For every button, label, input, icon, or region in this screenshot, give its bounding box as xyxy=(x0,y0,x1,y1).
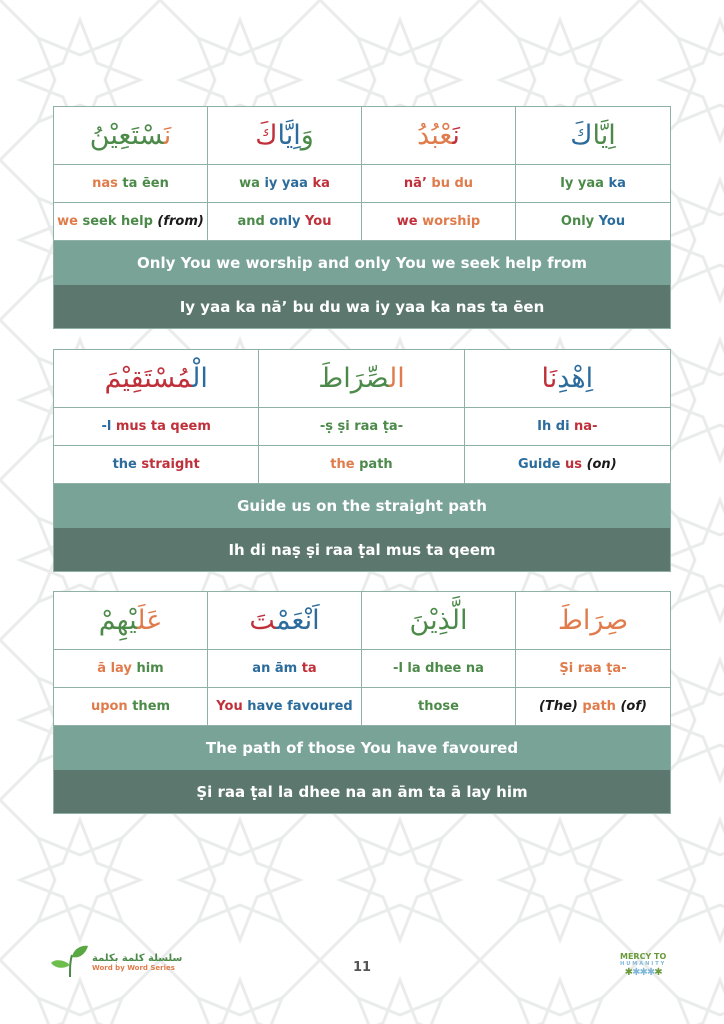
word-segment: -l xyxy=(101,419,112,434)
word-segment: (The) xyxy=(539,699,583,714)
word-segment: اِيَّا xyxy=(592,120,616,151)
word-segment: مُسْتَقِيْمَ xyxy=(104,363,193,394)
english-word xyxy=(362,688,516,726)
word-segment: عْبُدُ xyxy=(417,120,453,151)
english-word xyxy=(259,446,464,484)
arabic-word xyxy=(54,592,208,650)
transliteration-word xyxy=(516,165,670,203)
word-segment: نَ xyxy=(163,120,172,151)
word-segment: them xyxy=(132,699,171,714)
verse-transliteration: Ṣi raa ṭal la dhee na an ām ta ā lay him xyxy=(54,770,670,813)
word-segment: (from) xyxy=(157,214,204,229)
word-segment: -ṣ ṣi raa ṭa- xyxy=(319,419,404,434)
word-segment: ka xyxy=(312,176,330,191)
publisher-line-2: HUMANITY xyxy=(620,961,667,967)
english-word xyxy=(516,688,670,726)
english-word xyxy=(54,688,208,726)
verse-block-3 xyxy=(53,591,671,814)
word-segment: نَا xyxy=(541,363,558,394)
word-segment: nas xyxy=(92,176,118,191)
word-segment: اِيَّا xyxy=(277,120,301,151)
arabic-word xyxy=(516,592,670,650)
word-segment: him xyxy=(136,661,164,676)
english-word xyxy=(208,688,362,726)
series-logo-arabic: سلسلة كلمة بكلمة xyxy=(92,952,183,964)
word-grid xyxy=(54,350,670,484)
word-segment: Only xyxy=(560,214,599,229)
word-segment: اِهْدِ xyxy=(557,363,594,394)
word-segment: have favoured xyxy=(247,699,353,714)
word-segment: يْهِمْ xyxy=(98,605,138,636)
english-word xyxy=(208,203,362,241)
transliteration-word xyxy=(465,408,670,446)
word-segment: those xyxy=(418,699,459,714)
word-segment: only xyxy=(269,214,306,229)
english-word xyxy=(465,446,670,484)
verse-transliteration: Iy yaa ka nā’ bu du wa iy yaa ka nas ta ēen xyxy=(54,285,670,328)
word-segment: (of) xyxy=(620,699,647,714)
word-segment: الَّذِيْنَ xyxy=(409,605,468,636)
word-segment: كَ xyxy=(255,120,278,151)
word-segment: عَلَ xyxy=(137,605,163,636)
transliteration-word xyxy=(516,650,670,688)
verse-transliteration: Ih di naṣ ṣi raa ṭal mus ta qeem xyxy=(54,528,670,571)
word-segment: iy yaa xyxy=(264,176,313,191)
word-segment: the xyxy=(112,457,142,472)
word-segment: ta xyxy=(301,661,317,676)
word-segment: ka xyxy=(608,176,626,191)
word-by-word-series-logo xyxy=(50,945,182,979)
word-segment: نَ xyxy=(452,120,460,151)
word-segment: ال xyxy=(389,363,405,394)
word-grid xyxy=(54,107,670,241)
word-segment: seek help xyxy=(77,214,158,229)
word-segment: the xyxy=(330,457,360,472)
word-grid xyxy=(54,592,670,726)
word-segment: path xyxy=(582,699,621,714)
word-segment: Ih di xyxy=(537,419,575,434)
word-segment: تَ xyxy=(249,605,276,636)
word-segment: ā lay xyxy=(97,661,137,676)
word-segment: الْ xyxy=(192,363,208,394)
page-number: 11 xyxy=(352,960,372,975)
arabic-word xyxy=(208,107,362,165)
transliteration-word xyxy=(208,165,362,203)
word-segment: Guide xyxy=(518,457,566,472)
arabic-word xyxy=(465,350,670,408)
word-segment: and xyxy=(237,214,270,229)
word-segment: nā’ xyxy=(403,176,427,191)
word-segment: صِّرَاطَ xyxy=(318,363,390,394)
word-segment: us xyxy=(565,457,587,472)
verse-translation: Only You we worship and only You we seek help from xyxy=(54,241,670,285)
transliteration-word xyxy=(54,408,259,446)
transliteration-word xyxy=(54,165,208,203)
arabic-word xyxy=(54,107,208,165)
arabic-word xyxy=(259,350,464,408)
verse-block-2 xyxy=(53,349,671,572)
transliteration-word xyxy=(259,408,464,446)
series-logo-english: Word by Word Series xyxy=(92,963,175,972)
word-segment: upon xyxy=(90,699,133,714)
transliteration-word xyxy=(362,165,516,203)
word-segment: wa xyxy=(239,176,265,191)
verse-block-1 xyxy=(53,106,671,329)
word-segment: bu du xyxy=(426,176,474,191)
word-segment: You xyxy=(216,699,248,714)
arabic-word xyxy=(516,107,670,165)
word-segment: (on) xyxy=(586,457,617,472)
word-segment: -l la dhee na xyxy=(393,661,484,676)
word-segment: Ṣi raa ṭa- xyxy=(559,661,627,676)
word-segment: صِرَاطَ xyxy=(557,605,629,636)
transliteration-word xyxy=(54,650,208,688)
word-segment: worship xyxy=(417,214,481,229)
word-segment: وَ xyxy=(300,120,314,151)
word-segment: Iy yaa xyxy=(560,176,609,191)
word-segment: we xyxy=(396,214,418,229)
arabic-word xyxy=(362,592,516,650)
word-segment: كَ xyxy=(570,120,593,151)
transliteration-word xyxy=(362,650,516,688)
word-segment: we xyxy=(57,214,78,229)
word-segment: سْتَعِيْنُ xyxy=(89,120,164,151)
english-word xyxy=(362,203,516,241)
word-segment: ta ēen xyxy=(117,176,169,191)
english-word xyxy=(54,446,259,484)
word-segment: an ām xyxy=(252,661,302,676)
arabic-word xyxy=(362,107,516,165)
word-segment: na- xyxy=(574,419,598,434)
arabic-word xyxy=(208,592,362,650)
english-word xyxy=(54,203,208,241)
word-segment: اَنْعَمْ xyxy=(275,605,320,636)
word-segment: path xyxy=(359,457,393,472)
transliteration-word xyxy=(208,650,362,688)
verse-translation: Guide us on the straight path xyxy=(54,484,670,528)
word-segment: mus ta qeem xyxy=(111,419,211,434)
people-figures-icon: ✱✱✱✱✱ xyxy=(624,967,662,978)
arabic-word xyxy=(54,350,259,408)
publisher-line-1: MERCY TO xyxy=(620,952,667,961)
word-segment: straight xyxy=(141,457,200,472)
word-segment: You xyxy=(598,214,626,229)
english-word xyxy=(516,203,670,241)
mercy-to-humanity-logo xyxy=(620,952,666,978)
verse-translation: The path of those You have favoured xyxy=(54,726,670,770)
sprout-leaf-icon xyxy=(50,945,90,979)
word-segment: You xyxy=(305,214,332,229)
